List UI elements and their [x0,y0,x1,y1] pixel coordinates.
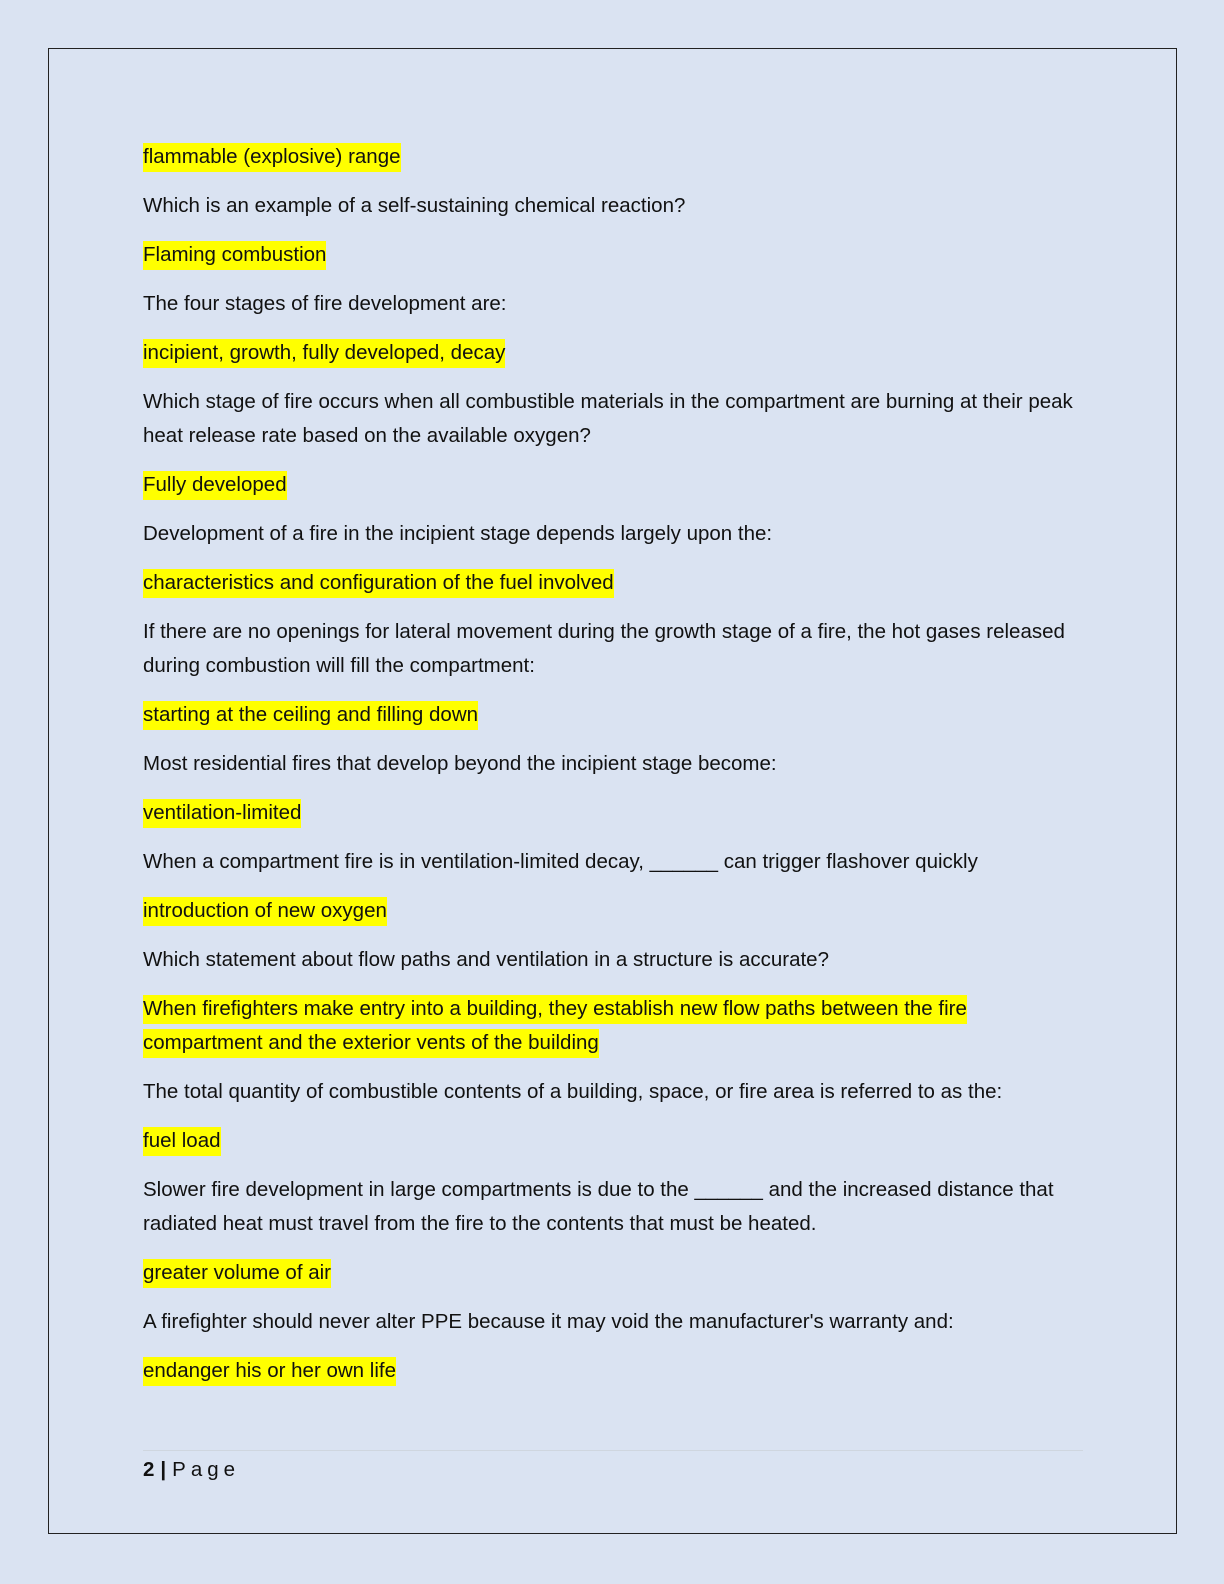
answer-text [143,468,1083,502]
question-text: Development of a fire in the incipient stage depends largely upon the: [143,522,773,545]
question-text: When a compartment fire is in ventilation-limited decay, ______ can trigger flashover quickly [143,850,978,873]
answer-text [143,1124,1083,1158]
answer-highlight: ventilation-limited [143,799,301,828]
answer-text [143,140,1083,174]
answer-highlight: incipient, growth, fully developed, decay [143,339,505,368]
answer-text [143,1354,1083,1388]
answer-highlight: fuel load [143,1127,221,1156]
answer-highlight: greater volume of air [143,1259,331,1288]
answer-text [143,894,1083,928]
question-text: A firefighter should never alter PPE because it may void the manufacturer's warranty and: [143,1310,954,1333]
question-text: If there are no openings for lateral movement during the growth stage of a fire, the hot gases released during combustion will fill the compartment: [143,620,1065,677]
answer-highlight: characteristics and configuration of the fuel involved [143,569,614,598]
answer-text [143,1256,1083,1290]
page-number: 2 [143,1458,155,1481]
answer-highlight: endanger his or her own life [143,1357,396,1386]
answer-text [143,566,1083,600]
footer-divider [143,1450,1083,1451]
footer-separator: | [160,1458,167,1481]
answer-highlight: introduction of new oxygen [143,897,387,926]
answer-text [143,992,1083,1060]
answer-text [143,238,1083,272]
question-text: Most residential fires that develop beyond the incipient stage become: [143,752,777,775]
page-footer [143,1455,240,1485]
question-text: Slower fire development in large compartments is due to the ______ and the increased distance that radiated heat must travel from the fire to the contents that must be heated. [143,1178,1054,1235]
answer-highlight: When firefighters make entry into a building, they establish new flow paths between the fire compartment and the exterior vents of the building [143,995,967,1058]
document-body [143,140,1083,1403]
answer-text [143,796,1083,830]
question-text: The total quantity of combustible contents of a building, space, or fire area is referred to as the: [143,1080,1003,1103]
answer-highlight: starting at the ceiling and filling down [143,701,478,730]
answer-highlight: Fully developed [143,471,287,500]
page-label: Page [172,1458,241,1481]
question-text: Which statement about flow paths and ventilation in a structure is accurate? [143,948,829,971]
answer-text [143,336,1083,370]
question-text: Which stage of fire occurs when all combustible materials in the compartment are burning at their peak heat release rate based on the available oxygen? [143,390,1073,447]
answer-highlight: Flaming combustion [143,241,326,270]
question-text: Which is an example of a self-sustaining chemical reaction? [143,194,686,217]
question-text: The four stages of fire development are: [143,292,507,315]
answer-highlight: flammable (explosive) range [143,143,401,172]
answer-text [143,698,1083,732]
